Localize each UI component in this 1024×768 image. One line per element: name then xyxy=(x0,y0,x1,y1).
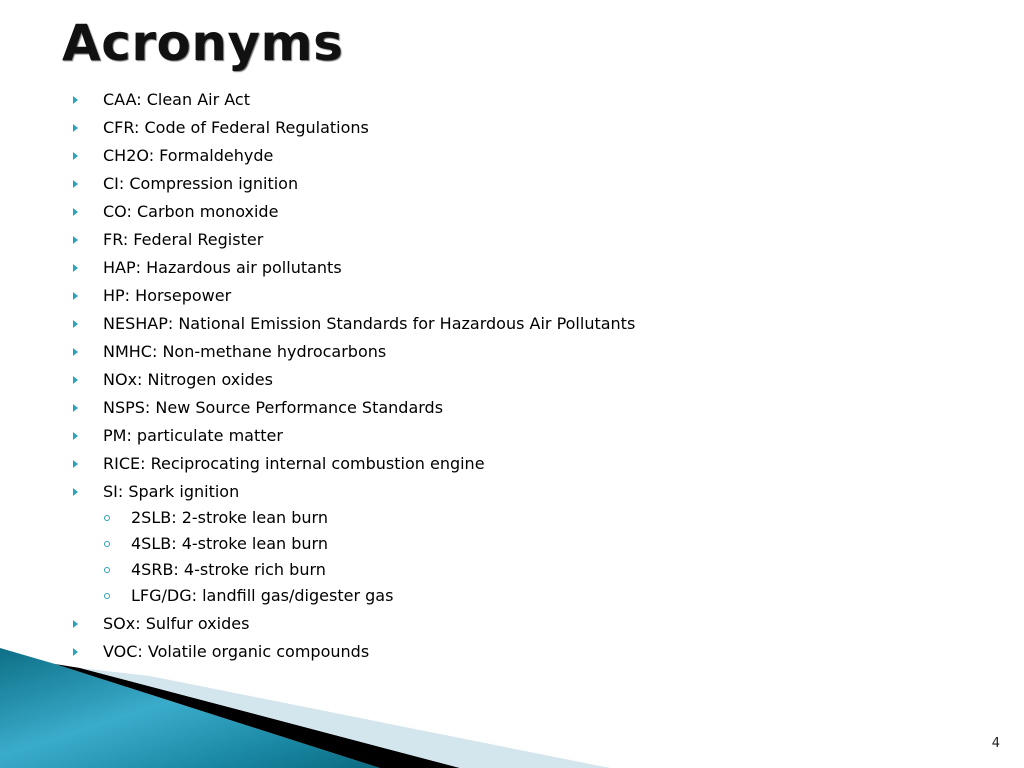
slide-title: Acronyms xyxy=(62,14,344,72)
arrow-bullet-icon xyxy=(73,376,78,384)
page-number: 4 xyxy=(991,736,1000,751)
list-item-text: SI: Spark ignition xyxy=(103,482,240,501)
arrow-bullet-icon xyxy=(73,96,78,104)
arrow-bullet-icon xyxy=(73,320,78,328)
arrow-bullet-icon xyxy=(73,152,78,160)
list-item-text: CO: Carbon monoxide xyxy=(103,202,279,221)
list-item-text: NESHAP: National Emission Standards for Hazardous Air Pollutants xyxy=(103,314,636,333)
list-item-text: VOC: Volatile organic compounds xyxy=(103,642,370,661)
arrow-bullet-icon xyxy=(73,432,78,440)
list-item-text: PM: particulate matter xyxy=(103,426,283,445)
list-item-text: CFR: Code of Federal Regulations xyxy=(103,118,369,137)
list-item-text: 2SLB: 2-stroke lean burn xyxy=(131,508,328,527)
list-item-text: CAA: Clean Air Act xyxy=(103,90,250,109)
arrow-bullet-icon xyxy=(73,404,78,412)
list-item-text: CI: Compression ignition xyxy=(103,174,299,193)
arrow-bullet-icon xyxy=(73,264,78,272)
list-item-text: CH2O: Formaldehyde xyxy=(103,146,274,165)
circle-bullet-icon xyxy=(104,515,110,521)
list-item-text: HP: Horsepower xyxy=(103,286,232,305)
list-item-text: 4SRB: 4-stroke rich burn xyxy=(131,560,326,579)
arrow-bullet-icon xyxy=(73,180,78,188)
arrow-bullet-icon xyxy=(73,460,78,468)
arrow-bullet-icon xyxy=(73,124,78,132)
circle-bullet-icon xyxy=(104,593,110,599)
list-item-text: NOx: Nitrogen oxides xyxy=(103,370,273,389)
list-item-text: NMHC: Non-methane hydrocarbons xyxy=(103,342,387,361)
arrow-bullet-icon xyxy=(73,292,78,300)
arrow-bullet-icon xyxy=(73,208,78,216)
list-item-text: NSPS: New Source Performance Standards xyxy=(103,398,444,417)
list-item-text: FR: Federal Register xyxy=(103,230,264,249)
arrow-bullet-icon xyxy=(73,236,78,244)
arrow-bullet-icon xyxy=(73,348,78,356)
list-item-text: HAP: Hazardous air pollutants xyxy=(103,258,342,277)
list-item-text: 4SLB: 4-stroke lean burn xyxy=(131,534,328,553)
arrow-bullet-icon xyxy=(73,648,78,656)
list-item-text: LFG/DG: landfill gas/digester gas xyxy=(131,586,394,605)
list-item-text: SOx: Sulfur oxides xyxy=(103,614,250,633)
list-item-text: RICE: Reciprocating internal combustion engine xyxy=(103,454,485,473)
arrow-bullet-icon xyxy=(73,488,78,496)
arrow-bullet-icon xyxy=(73,620,78,628)
circle-bullet-icon xyxy=(104,567,110,573)
circle-bullet-icon xyxy=(104,541,110,547)
